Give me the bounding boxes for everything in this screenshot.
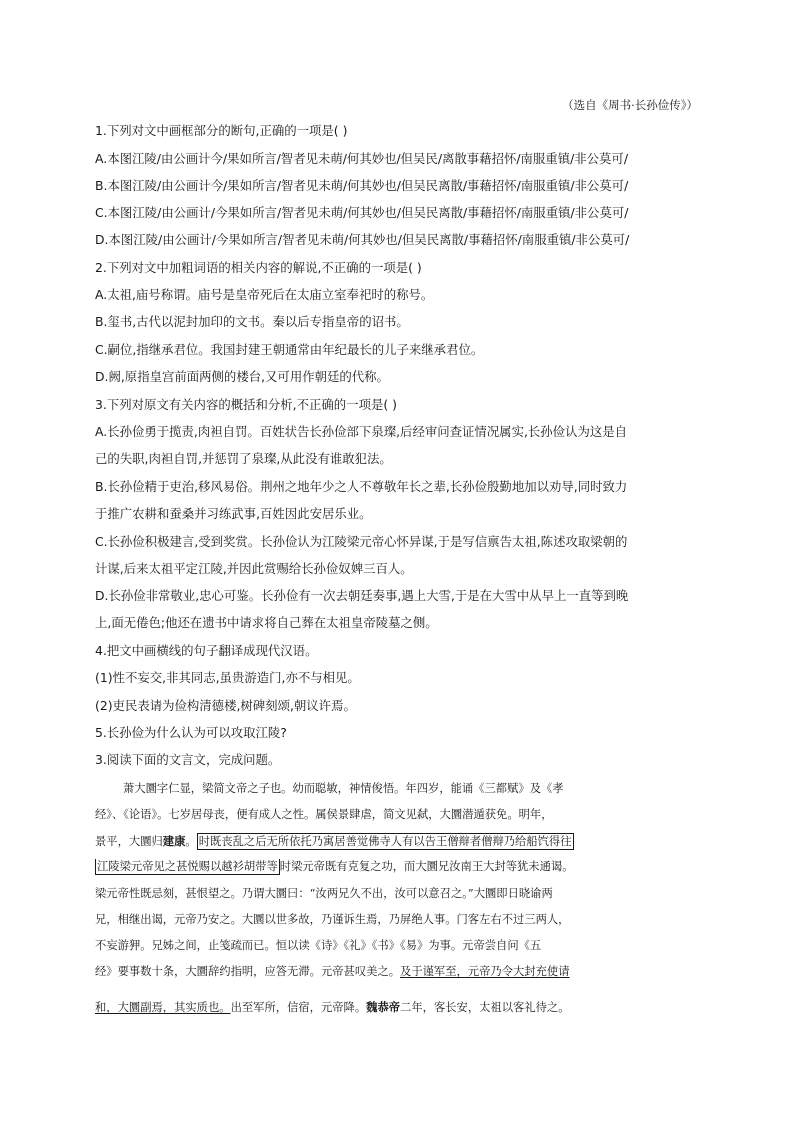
question-1-option-a: A.本图江陵/由公画计今/果如所言/智者见未萌/何其妙也/但吴民/离散事藉招怀/南服重镇/非公莫可/ <box>95 151 629 166</box>
question-3-option-b-line2: 于推广农耕和蚕桑并习练武事,百姓因此安居乐业。 <box>95 506 372 521</box>
question-3-option-a-line2: 己的失职,肉袒自罚,并惩罚了泉璨,从此没有谁敢犯法。 <box>95 451 392 466</box>
question-2-stem: 2.下列对文中加粗词语的相关内容的解说,不正确的一项是( ) <box>95 260 422 275</box>
classical-text-line <box>95 833 700 850</box>
question-3-option-c-line2: 计谋,后来太祖平定江陵,并因此赏赐给长孙俭奴婢三百人。 <box>95 561 413 576</box>
question-3-option-d-line1: D.长孙俭非常敬业,忠心可鉴。长孙俭有一次去朝廷奏事,遇上大雪,于是在大雪中从早上一直等到晚 <box>95 588 629 603</box>
question-2-option-b: B.玺书,古代以泥封加印的文书。秦以后专指皇帝的诏书。 <box>95 314 409 329</box>
source-citation: （选自《周书·长孙俭传》） <box>562 98 698 112</box>
question-4-item-2: (2)吏民表请为俭构清德楼,树碑刻颂,朝议许焉。 <box>95 698 356 713</box>
classical-text-line <box>95 859 700 875</box>
classical-text-line: 经》、《论语》。七岁居母丧，便有成人之性。属侯景肆虐，简文见弑，大圜潜遁获免。明年， <box>95 808 553 821</box>
question-3-option-a-line1: A.长孙俭勇于揽责,肉袒自罚。百姓状告长孙俭部下泉璨,后经审问查证情况属实,长孙俭认为这是自 <box>95 424 628 439</box>
question-2-option-a: A.太祖,庙号称谓。庙号是皇帝死后在太庙立室奉祀时的称号。 <box>95 287 434 302</box>
next-section-heading: 3.阅读下面的文言文，完成问题。 <box>95 752 281 767</box>
question-4-item-1: (1)性不妄交,非其同志,虽贵游造门,亦不与相见。 <box>95 670 360 685</box>
question-2-option-c: C.嗣位,指继承君位。我国封建王朝通常由年纪最长的儿子来继承君位。 <box>95 342 484 357</box>
bold-term: 魏恭帝 <box>366 1000 401 1014</box>
question-1-option-d: D.本图江陵/由公画计/今果如所言/智者见未萌/何其妙也/但吴民离散/事藉招怀/南服重镇/非公莫可/ <box>95 232 630 247</box>
question-3-option-d-line2: 上,面无倦色;他还在遗书中请求将自己葬在太祖皇帝陵墓之侧。 <box>95 615 438 630</box>
text-span: 二年，客长安，太祖以客礼待之。 <box>400 1001 570 1014</box>
question-4-stem: 4.把文中画横线的句子翻译成现代汉语。 <box>95 643 318 658</box>
boxed-passage: 时既丧乱之后无所依托乃寓居善觉佛寺人有以告王僧辩者僧辩乃给船饩得往 <box>198 835 572 848</box>
classical-text-line <box>95 964 700 980</box>
question-3-option-c-line1: C.长孙俭积极建言,受到奖赏。长孙俭认为江陵梁元帝心怀异谋,于是写信禀告太祖,陈述攻取梁朝的 <box>95 534 628 549</box>
classical-text-line: 兄，相继出谒，元帝乃安之。大圜以世多故，乃谨诉生焉，乃屏绝人事。门客左右不过三两人， <box>95 913 570 926</box>
text-span: 景平，大圜归 <box>95 835 163 848</box>
classical-text-line: 不妄游狎。兄姊之间，止笺疏而已。恒以读《诗》《礼》《书》《易》为事。元帝尝自问《五 <box>95 939 542 952</box>
boxed-passage: 江陵梁元帝见之甚悦赐以越衫胡带等 <box>97 860 278 873</box>
text-span: 经》要事数十条，大圜辞约指明，应答无滞。元帝甚叹美之。 <box>95 965 401 978</box>
text-span: 。 <box>185 835 197 848</box>
question-1-option-c: C.本图江陵/由公画计/今果如所言/智者见未萌/何其妙也/但吴民离散/事藉招怀/南服重镇/非公莫可/ <box>95 205 629 220</box>
question-5-stem: 5.长孙俭为什么认为可以攻取江陵? <box>95 725 287 740</box>
question-2-option-d: D.阙,原指皇宫前面两侧的楼台,又可用作朝廷的代称。 <box>95 369 389 384</box>
question-1-option-b: B.本图江陵/由公画计今/果如所言/智者见未萌/何其妙也/但吴民离散/事藉招怀/南服重镇/非公莫可/ <box>95 178 629 193</box>
question-3-option-b-line1: B.长孙俭精于吏治,移风易俗。荆州之地年少之人不尊敬年长之辈,长孙俭殷勤地加以劝导,同时致力 <box>95 479 628 494</box>
underlined-passage: 和，大圜副焉，其实质也。 <box>95 1001 231 1014</box>
text-span: 出至军所，信宿，元帝降。 <box>230 1001 367 1014</box>
classical-text-line: 萧大圜字仁显，梁简文帝之子也。幼而聪敏，神情俊悟。年四岁，能诵《三都赋》及《孝 <box>123 782 564 795</box>
question-3-stem: 3.下列对原文有关内容的概括和分析,不正确的一项是( ) <box>95 397 397 412</box>
classical-text-line: 梁元帝性既忌刻，甚恨望之。乃谓大圜曰：“汝两兄久不出，汝可以意召之。”大圜即日晓谕两 <box>95 887 553 900</box>
question-1-stem: 1.下列对文中画框部分的断句,正确的一项是( ) <box>95 123 348 138</box>
classical-text-line <box>95 999 700 1016</box>
bold-term: 建康 <box>162 834 186 848</box>
underlined-passage: 及于谨军至，元帝乃令大封充使请 <box>400 965 570 978</box>
text-span: 时梁元帝既有克复之功，而大圜兄汝南王大封等犹未通谒。 <box>279 860 574 873</box>
